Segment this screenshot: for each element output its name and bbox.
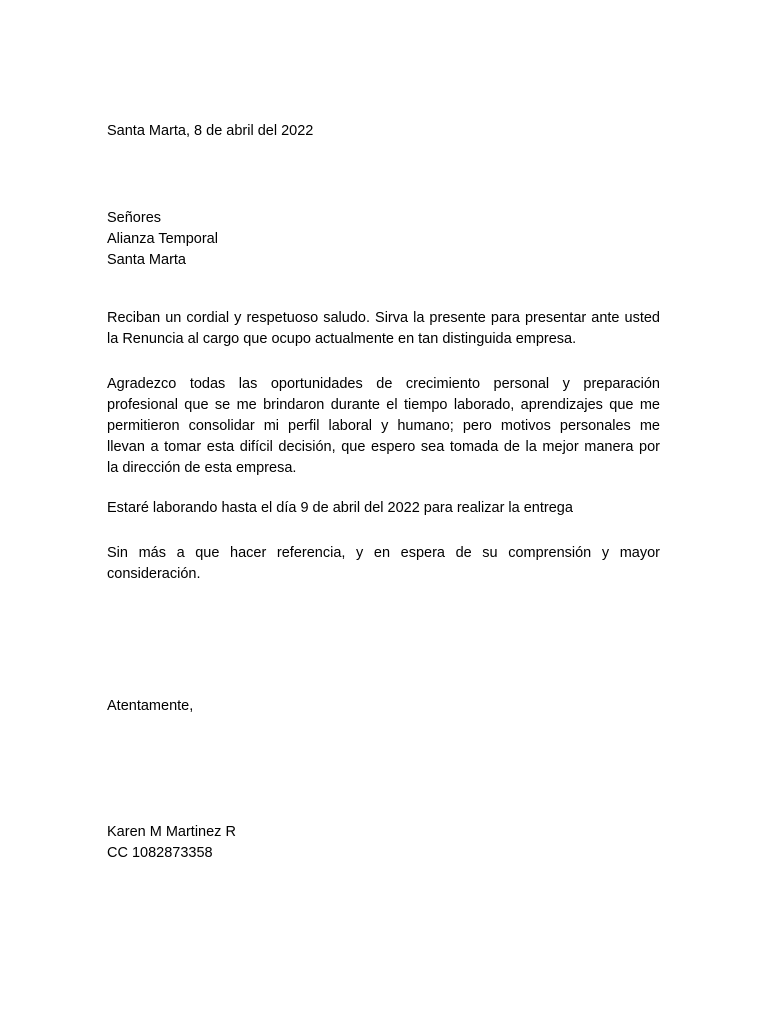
paragraph-end-date [107,498,660,519]
signer-name: Karen M Martinez R [107,824,236,840]
recipient-block [107,208,660,271]
date-line [107,121,660,142]
paragraph-farewell [107,543,660,585]
paragraph-line: llevan a tomar esta difícil decisión, que espero sea tomada de la mejor manera por [107,439,660,455]
paragraph-greeting [107,308,660,350]
paragraph-line: Reciban un cordial y respetuoso saludo. Sirva la presente para presentar ante usted [107,310,660,326]
paragraph-gratitude [107,374,660,479]
paragraph-line: Sin más a que hacer referencia, y en espera de su comprensión y mayor [107,545,660,561]
closing-text: Atentamente, [107,698,194,714]
closing-block [107,696,660,717]
recipient-salutation: Señores [107,210,162,226]
signer-id: CC 1082873358 [107,845,213,861]
recipient-city: Santa Marta [107,252,186,268]
paragraph-line: la dirección de esta empresa. [107,460,297,476]
paragraph-line: Agradezco todas las oportunidades de crecimiento personal y preparación [107,376,660,392]
paragraph-line: consideración. [107,566,201,582]
date-text: Santa Marta, 8 de abril del 2022 [107,123,314,139]
paragraph-line: profesional que se me brindaron durante el tiempo laborado, aprendizajes que me [107,397,660,413]
paragraph-line: permitieron consolidar mi perfil laboral y humano; pero motivos personales me [107,418,660,434]
paragraph-line: la Renuncia al cargo que ocupo actualmente en tan distinguida empresa. [107,331,577,347]
signature-block [107,822,660,864]
recipient-company: Alianza Temporal [107,231,218,247]
paragraph-line: Estaré laborando hasta el día 9 de abril del 2022 para realizar la entrega [107,500,573,516]
